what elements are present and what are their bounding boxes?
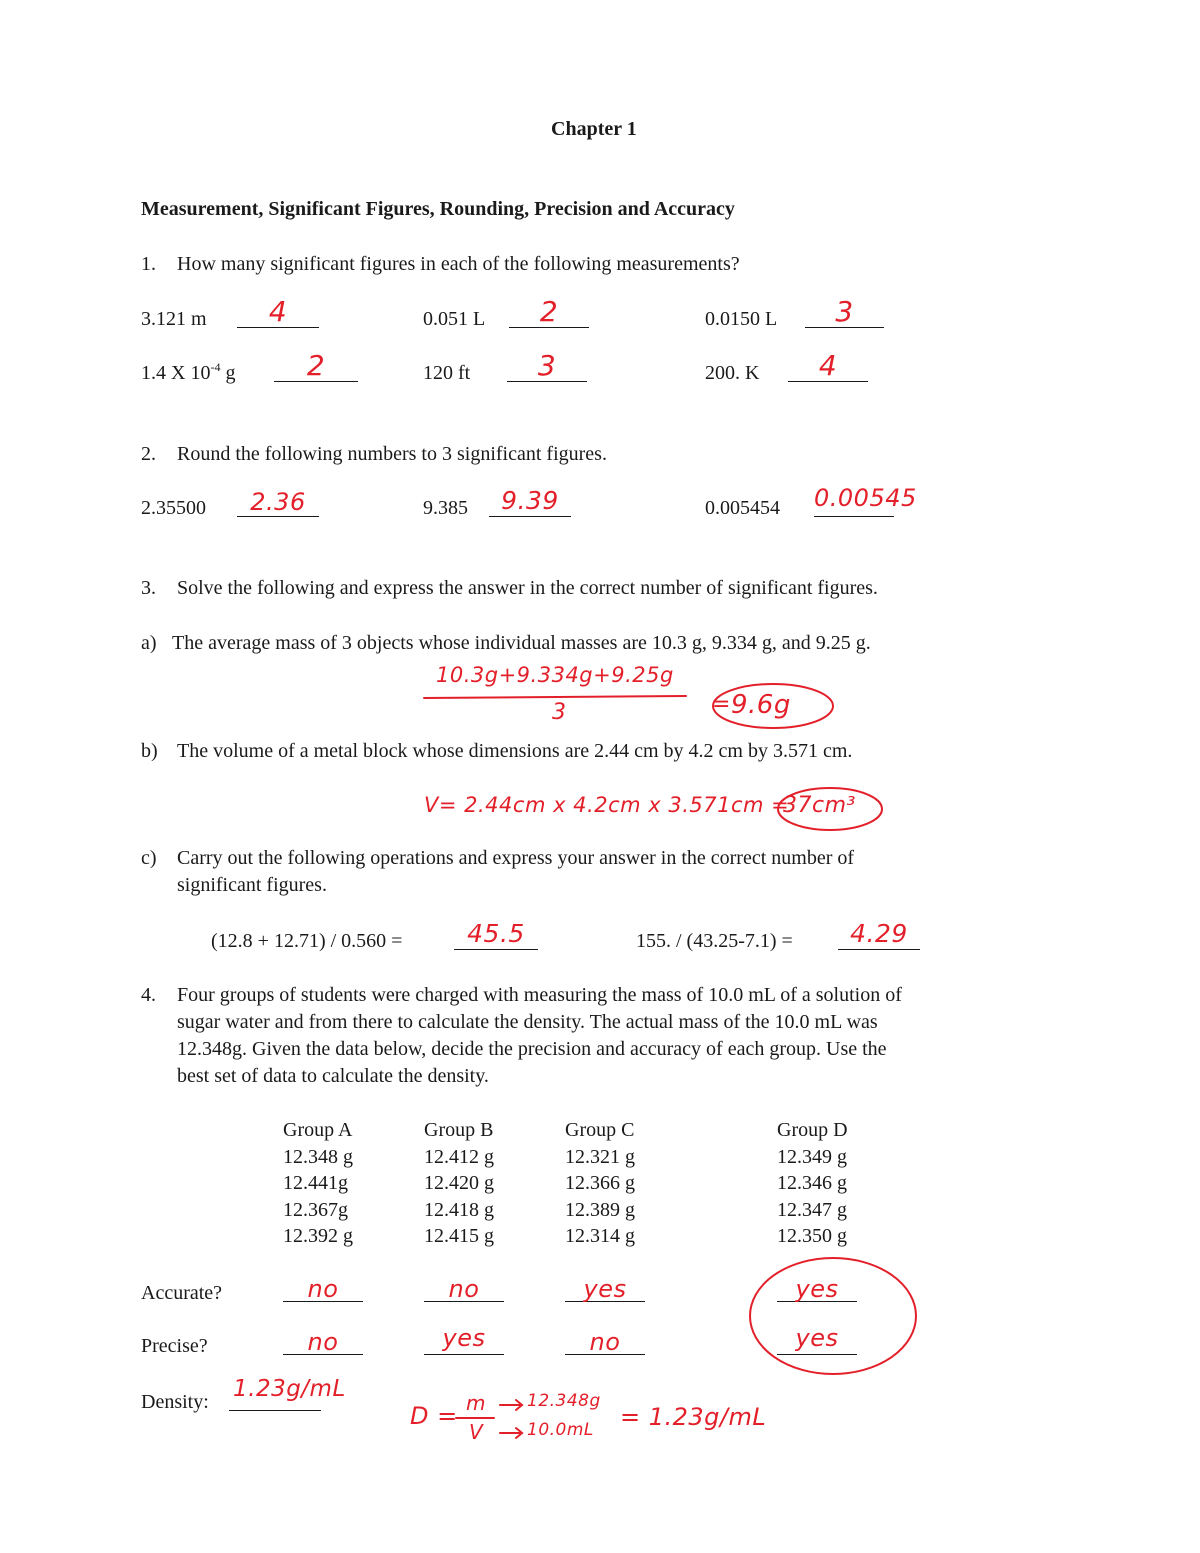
q1-item-exponent: -4	[210, 360, 221, 374]
q1-item-label: 0.0150 L	[705, 308, 778, 330]
q1-answer: 3	[537, 349, 557, 382]
q3b-text: The volume of a metal block whose dimensions are 2.44 cm by 4.2 cm by 3.571 cm.	[177, 740, 853, 762]
q4-text-line: best set of data to calculate the density.	[177, 1065, 489, 1087]
group-value: 12.389 g	[565, 1198, 635, 1221]
q1-prompt: How many significant figures in each of the following measurements?	[177, 253, 740, 275]
group-value: 12.346 g	[777, 1172, 847, 1194]
q1-item-label: 0.051 L	[423, 308, 486, 330]
q3c-answer1: 45.5	[467, 919, 525, 948]
q3-prompt: Solve the following and express the answer in the correct number of significant figures.	[177, 577, 878, 599]
q3a-work-answer: 9.6g	[731, 690, 791, 720]
accurate-answer-c: yes	[583, 1275, 627, 1303]
group-value: 12.418 g	[424, 1198, 494, 1221]
q2-item-label: 0.005454	[705, 497, 780, 519]
group-value: 12.349 g	[777, 1145, 847, 1168]
group-name: Group D	[777, 1119, 848, 1141]
group-value: 12.412 g	[424, 1145, 494, 1168]
group-name: Group C	[565, 1119, 635, 1141]
precise-label: Precise?	[141, 1335, 208, 1357]
group-value: 12.420 g	[424, 1172, 494, 1194]
q2-number: 2.	[141, 443, 156, 465]
q3b-answer-circle	[778, 788, 882, 830]
q3b-work-answer: 37cm³	[783, 793, 856, 818]
q2-item-label: 9.385	[423, 497, 468, 519]
q4-text-line: Four groups of students were charged with measuring the mass of 10.0 mL of a solution of	[177, 984, 902, 1006]
precise-answer-a: no	[307, 1328, 339, 1356]
density-work-den-value: 10.0mL	[527, 1420, 594, 1440]
density-label: Density:	[141, 1391, 209, 1413]
section-title: Measurement, Significant Figures, Rounding, Precision and Accuracy	[141, 198, 735, 220]
precise-answer-d: yes	[795, 1324, 839, 1352]
q4-number: 4.	[141, 984, 156, 1006]
group-d-circle	[750, 1258, 916, 1374]
q1-item-label: 3.121 m	[141, 308, 207, 330]
group-value: 12.348 g	[283, 1145, 353, 1168]
q1-answer: 4	[268, 295, 288, 328]
q3b-label: b)	[141, 740, 158, 762]
group-value: 12.321 g	[565, 1145, 635, 1168]
q4-text-line: 12.348g. Given the data below, decide the precision and accuracy of each group. Use the	[177, 1038, 887, 1060]
accurate-answer-b: no	[448, 1275, 480, 1303]
q4-text-line: sugar water and from there to calculate the density. The actual mass of the 10.0 mL was	[177, 1011, 878, 1033]
q2-answer: 9.39	[501, 486, 559, 515]
density-work-result: = 1.23g/mL	[620, 1403, 767, 1431]
q1-answer: 4	[818, 349, 838, 382]
q1-answer: 2	[306, 349, 326, 382]
group-value: 12.314 g	[565, 1225, 635, 1247]
q3c-label: c)	[141, 847, 157, 869]
q3c-expr1: (12.8 + 12.71) / 0.560 =	[211, 930, 403, 952]
chapter-title: Chapter 1	[551, 118, 637, 140]
q2-prompt: Round the following numbers to 3 significant figures.	[177, 443, 607, 465]
accurate-answer-a: no	[307, 1275, 339, 1303]
q1-item-label: 120 ft	[423, 362, 471, 384]
q2-item-label: 2.35500	[141, 497, 206, 519]
q3a-label: a)	[141, 632, 157, 654]
precise-answer-c: no	[589, 1328, 621, 1356]
group-value: 12.441g	[283, 1172, 348, 1194]
group-value: 12.415 g	[424, 1225, 494, 1247]
q2-answer: 2.36	[250, 488, 306, 516]
q3a-text: The average mass of 3 objects whose individual masses are 10.3 g, 9.334 g, and 9.25 g.	[172, 632, 871, 654]
q3c-text-line2: significant figures.	[177, 874, 327, 896]
q3-number: 3.	[141, 577, 156, 599]
density-work-num-value: 12.348g	[527, 1391, 601, 1411]
group-value: 12.367g	[283, 1198, 348, 1221]
q1-answer: 3	[835, 295, 854, 328]
q3b-work: V= 2.44cm x 4.2cm x 3.571cm =	[424, 793, 790, 817]
density-work-prefix: D =	[410, 1402, 458, 1430]
precise-answer-b: yes	[442, 1324, 486, 1352]
accurate-answer-d: yes	[795, 1275, 839, 1303]
density-work-denominator: V	[469, 1420, 484, 1444]
q3a-work-equals: =	[712, 692, 731, 717]
q3a-fraction-bar	[424, 696, 686, 698]
q1-item-unit: g	[220, 362, 236, 384]
q3c-expr2: 155. / (43.25-7.1) =	[636, 930, 793, 952]
group-value: 12.347 g	[777, 1198, 847, 1221]
group-value: 12.392 g	[283, 1225, 353, 1247]
q3a-work-denominator: 3	[552, 700, 567, 725]
q3c-answer2: 4.29	[850, 919, 908, 948]
group-value: 12.350 g	[777, 1225, 847, 1247]
q3a-answer-circle	[713, 684, 833, 728]
q1-item-label: 200. K	[705, 362, 760, 384]
density-answer: 1.23g/mL	[233, 1376, 346, 1402]
q3c-text-line1: Carry out the following operations and express your answer in the correct number of	[177, 847, 855, 869]
group-value: 12.366 g	[565, 1172, 635, 1194]
group-name: Group A	[283, 1119, 353, 1141]
group-name: Group B	[424, 1119, 494, 1141]
q1-item-base: 1.4 X 10	[141, 362, 211, 384]
density-work-numerator: m	[466, 1391, 486, 1415]
accurate-label: Accurate?	[141, 1282, 223, 1304]
q1-number: 1.	[141, 253, 156, 275]
q3a-work-numerator: 10.3g+9.334g+9.25g	[436, 663, 674, 687]
q2-answer: 0.00545	[814, 484, 917, 512]
q1-answer: 2	[539, 295, 559, 328]
